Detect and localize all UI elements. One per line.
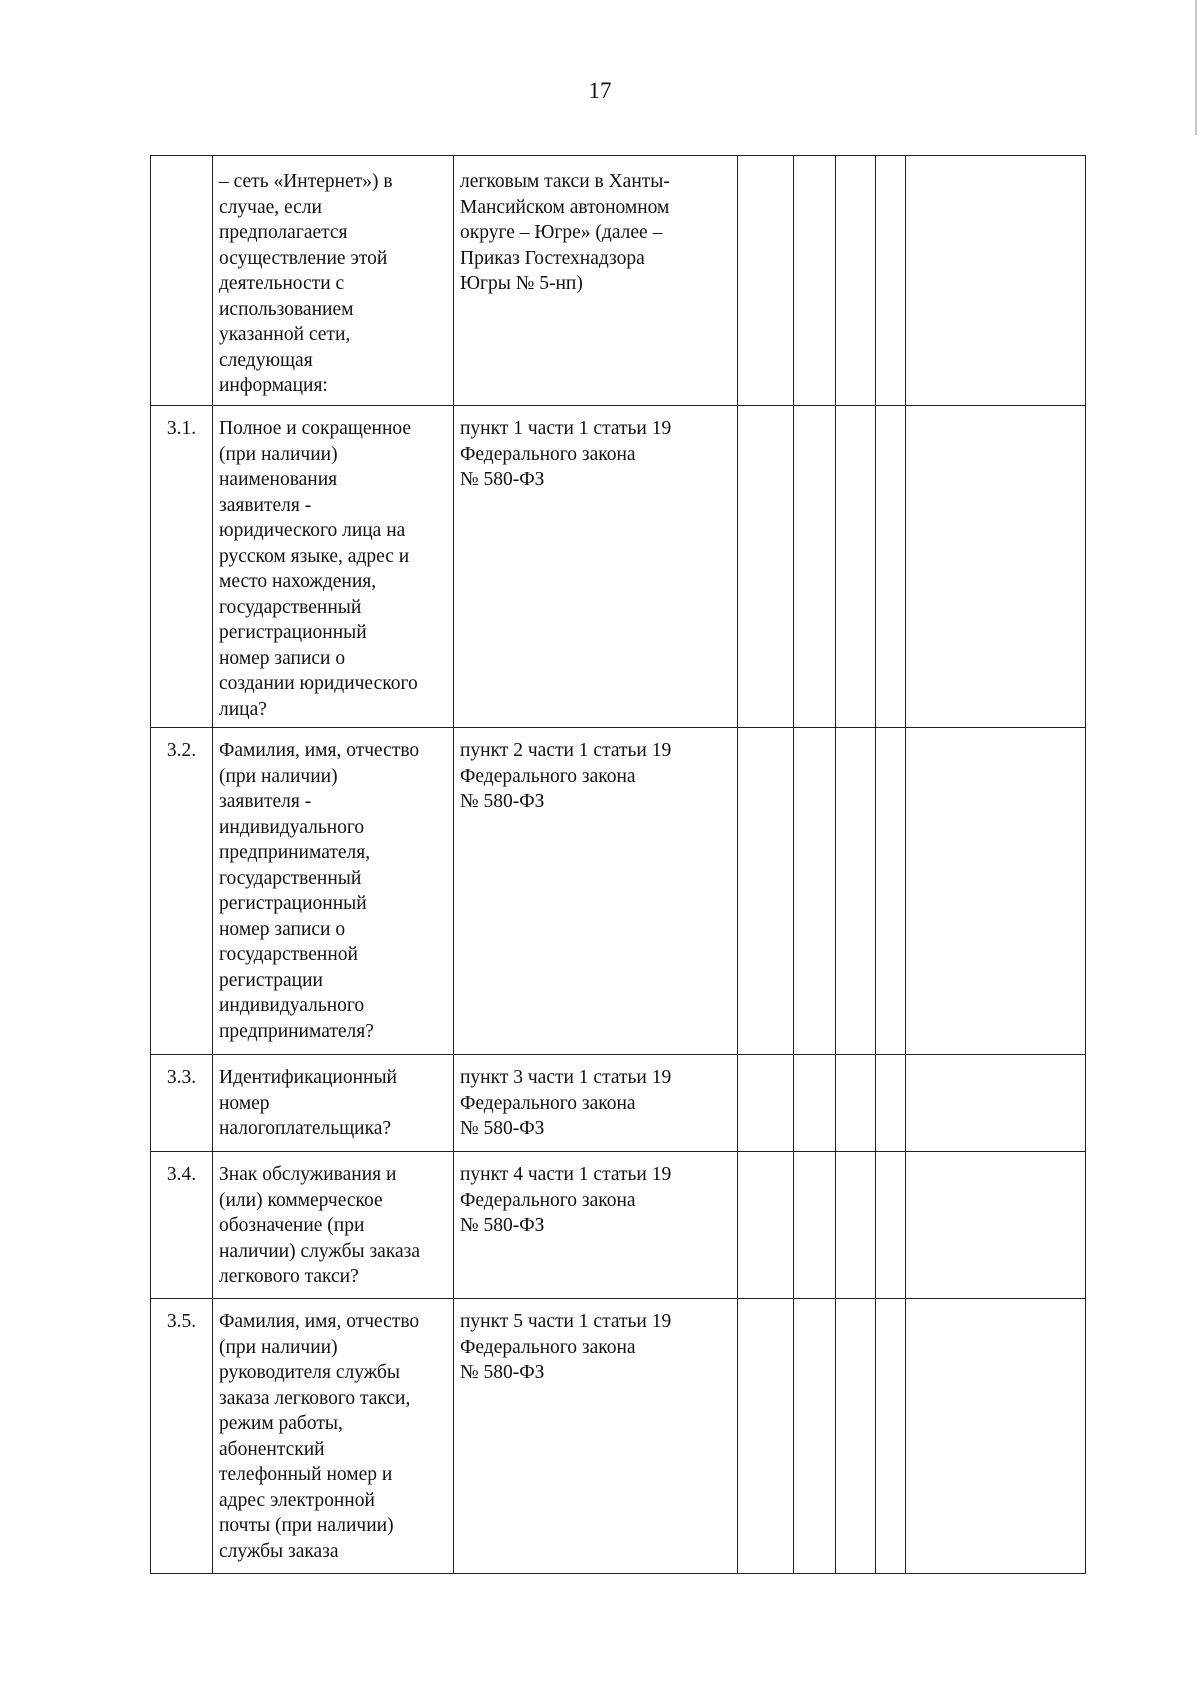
answer-cell-yes — [738, 156, 794, 406]
answer-cell-na — [836, 1299, 876, 1574]
legal-basis-text: пункт 5 части 1 статьи 19 Федерального закона № 580-ФЗ — [460, 1311, 672, 1383]
answer-cell-yes — [738, 1152, 794, 1299]
scan-edge-line — [1195, 0, 1197, 135]
legal-basis-cell — [454, 1055, 738, 1152]
legal-basis-cell — [454, 156, 738, 406]
answer-cell-no — [794, 156, 836, 406]
row-number — [151, 156, 213, 406]
table-row — [151, 406, 1086, 728]
legal-basis-text: пункт 4 части 1 статьи 19 Федерального закона № 580-ФЗ — [460, 1164, 672, 1236]
checklist-table — [150, 155, 1086, 1574]
answer-cell-extra — [876, 406, 906, 728]
question-cell — [213, 1055, 454, 1152]
question-text: Знак обслуживания и (или) коммерческое обозначение (при наличии) службы заказа легкового такси? — [219, 1164, 421, 1287]
row-number: 3.2. — [151, 728, 213, 1055]
question-cell — [213, 1152, 454, 1299]
answer-cell-extra — [876, 1152, 906, 1299]
legal-basis-text: пункт 2 части 1 статьи 19 Федерального закона № 580-ФЗ — [460, 740, 672, 812]
answer-cell-na — [836, 1055, 876, 1152]
question-text: Идентификационный номер налогоплательщика? — [219, 1067, 397, 1139]
table-row — [151, 728, 1086, 1055]
row-number: 3.1. — [151, 406, 213, 728]
table-row — [151, 1055, 1086, 1152]
row-number: 3.3. — [151, 1055, 213, 1152]
legal-basis-cell — [454, 728, 738, 1055]
answer-cell-na — [836, 728, 876, 1055]
question-cell — [213, 406, 454, 728]
question-text: – сеть «Интернет») в случае, если предполагается осуществление этой деятельности с использованием указанной сети, следующая информация: — [219, 171, 393, 396]
legal-basis-text: легковым такси в Ханты- Мансийском автономном округе – Югре» (далее – Приказ Гостехнадзора Югры № 5-нп) — [460, 171, 670, 294]
answer-cell-no — [794, 728, 836, 1055]
answer-cell-extra — [876, 156, 906, 406]
answer-cell-yes — [738, 728, 794, 1055]
row-number: 3.4. — [151, 1152, 213, 1299]
answer-cell-na — [836, 1152, 876, 1299]
note-cell — [906, 1152, 1086, 1299]
answer-cell-extra — [876, 1299, 906, 1574]
note-cell — [906, 156, 1086, 406]
answer-cell-yes — [738, 1299, 794, 1574]
question-cell — [213, 728, 454, 1055]
table-row — [151, 156, 1086, 406]
legal-basis-cell — [454, 406, 738, 728]
answer-cell-no — [794, 1152, 836, 1299]
legal-basis-text: пункт 3 части 1 статьи 19 Федерального закона № 580-ФЗ — [460, 1067, 672, 1139]
note-cell — [906, 1055, 1086, 1152]
row-number: 3.5. — [151, 1299, 213, 1574]
page-number: 17 — [588, 78, 612, 103]
note-cell — [906, 406, 1086, 728]
question-text: Фамилия, имя, отчество (при наличии) заявителя - индивидуального предпринимателя, государственный регистрационный номер записи о государственной регистрации индивидуального предпринимателя? — [219, 740, 420, 1042]
answer-cell-na — [836, 156, 876, 406]
legal-basis-cell — [454, 1152, 738, 1299]
answer-cell-no — [794, 1299, 836, 1574]
question-cell — [213, 156, 454, 406]
note-cell — [906, 1299, 1086, 1574]
answer-cell-no — [794, 1055, 836, 1152]
answer-cell-no — [794, 406, 836, 728]
question-text: Фамилия, имя, отчество (при наличии) руководителя службы заказа легкового такси, режим работы, абонентский телефонный номер и адрес электронной почты (при наличии) службы заказа — [219, 1311, 420, 1562]
question-cell — [213, 1299, 454, 1574]
question-text: Полное и сокращенное (при наличии) наименования заявителя - юридического лица на русском языке, адрес и место нахождения, государственный регистрационный номер записи о создании юридического лица? — [219, 418, 418, 720]
answer-cell-yes — [738, 1055, 794, 1152]
answer-cell-na — [836, 406, 876, 728]
legal-basis-cell — [454, 1299, 738, 1574]
answer-cell-yes — [738, 406, 794, 728]
answer-cell-extra — [876, 728, 906, 1055]
answer-cell-extra — [876, 1055, 906, 1152]
table-row — [151, 1299, 1086, 1574]
table-row — [151, 1152, 1086, 1299]
legal-basis-text: пункт 1 части 1 статьи 19 Федерального закона № 580-ФЗ — [460, 418, 672, 490]
note-cell — [906, 728, 1086, 1055]
